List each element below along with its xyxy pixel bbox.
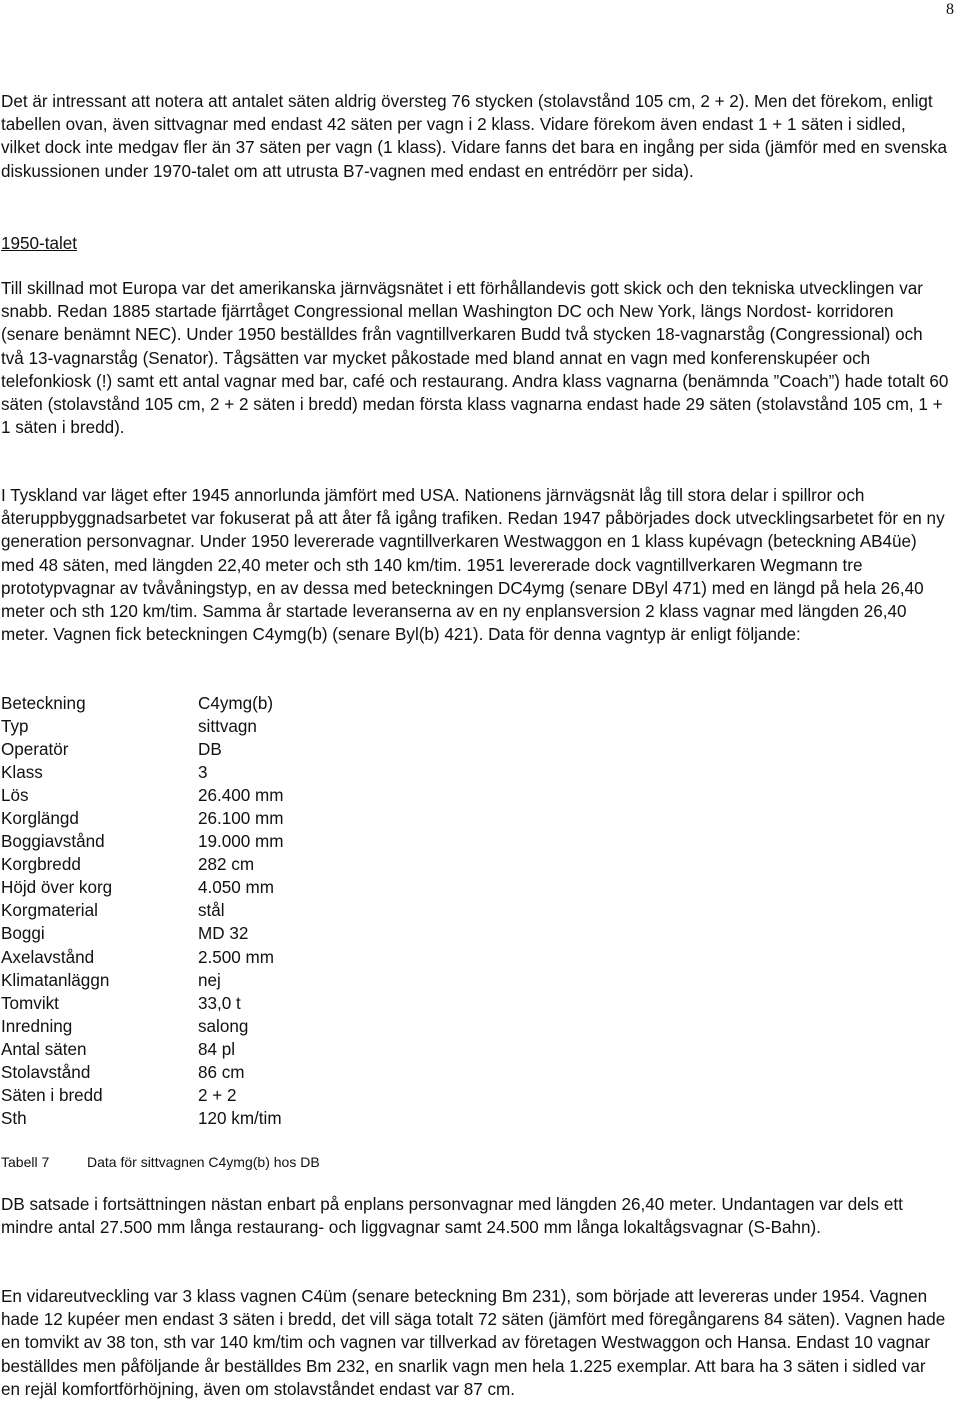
spec-row [1, 969, 284, 992]
spec-row [1, 807, 284, 830]
spec-row [1, 715, 284, 738]
spec-value: 3 [198, 763, 208, 783]
spec-value: 120 km/tim [198, 1108, 282, 1128]
spec-value: sittvagn [198, 717, 257, 737]
spec-row [1, 992, 284, 1015]
spec-value: 4.050 mm [198, 878, 275, 898]
spec-label: Inredning [1, 1016, 73, 1036]
spec-row [1, 784, 284, 807]
spec-value: salong [198, 1016, 249, 1036]
spec-label: Klimatanläggn [1, 970, 110, 990]
spec-value: nej [198, 970, 221, 990]
spec-value: C4ymg(b) [198, 694, 274, 713]
spec-label: Korgbredd [1, 855, 81, 875]
spec-label: Operatör [1, 740, 69, 760]
spec-value: 26.100 mm [198, 809, 284, 829]
spec-label: Beteckning [1, 694, 86, 713]
spec-value: DB [198, 740, 222, 760]
spec-row [1, 830, 284, 853]
spec-label: Boggi [1, 924, 45, 944]
spec-label: Axelavstånd [1, 947, 95, 967]
spec-label: Klass [1, 763, 43, 783]
spec-table [1, 692, 284, 1130]
caption-label: Tabell 7 [1, 1154, 50, 1170]
spec-row [1, 1061, 284, 1084]
spec-label: Boggiavstånd [1, 832, 105, 852]
spec-row [1, 899, 284, 922]
caption-text: Data för sittvagnen C4ymg(b) hos DB [87, 1154, 320, 1170]
spec-row [1, 1107, 284, 1130]
spec-label: Stolavstånd [1, 1062, 91, 1082]
page-number: 8 [946, 1, 954, 18]
spec-row [1, 1015, 284, 1038]
spec-value: MD 32 [198, 924, 249, 944]
spec-row [1, 922, 284, 945]
spec-row [1, 761, 284, 784]
spec-value: 282 cm [198, 855, 255, 875]
spec-value: stål [198, 901, 225, 921]
spec-row [1, 1038, 284, 1061]
spec-value: 26.400 mm [198, 786, 284, 806]
spec-row [1, 692, 284, 715]
spec-label: Korglängd [1, 809, 79, 829]
paragraph-germany-1950: I Tyskland var läget efter 1945 annorlunda jämfört med USA. Nationens järnvägsnät låg till stora delar i spillror och återuppbyggnadsarbetet var fokuserat på att åter få igång trafiken. Redan 1947 påbörjades dock utvecklingsarbetet för en ny generation personvagnar. Under 1950 levererade vagntillverkaren Westwaggon en 1 klass kupévagn (beteckning AB4üe) med 48 säten, med längden 22,40 meter och sth 140 km/tim. 1951 levererade dock vagntillverkaren Wegmann tre prototypvagnar av tvåvåningstyp, en av dessa med beteckningen DC4ymg (senare DByl 471) med en längd på hela 26,40 meter och sth 120 km/tim. Samma år startade leveranserna av en ny enplansversion 2 klass vagnar med längden 26,40 meter. Vagnen fick beteckningen C4ymg(b) (senare Byl(b) 421). Data för denna vagntyp är enligt följande: [1, 486, 945, 645]
spec-value: 2.500 mm [198, 947, 275, 967]
paragraph-seating-intro: Det är intressant att notera att antalet säten aldrig översteg 76 stycken (stolavstånd 105 cm, 2 + 2). Men det förekom, enligt tabellen ovan, även sittvagnar med endast 42 säten per vagn i 2 klass. Vidare förekom även endast 1 + 1 säten i sidled, vilket dock inte medgav fler än 37 säten per vagn (1 klass). Vidare fanns det bara en ingång per sida (jämför med en svenska diskussionen under 1970-talet om att utrusta B7-vagnen med endast en entrédörr per sida). [1, 92, 948, 181]
spec-label: Antal säten [1, 1039, 87, 1059]
spec-label: Lös [1, 786, 29, 806]
spec-value: 86 cm [198, 1062, 245, 1082]
spec-value: 19.000 mm [198, 832, 284, 852]
spec-label: Säten i bredd [1, 1085, 103, 1105]
spec-label: Korgmaterial [1, 901, 98, 921]
spec-label: Typ [1, 717, 29, 737]
paragraph-c4um: En vidareutveckling var 3 klass vagnen C4üm (senare beteckning Bm 231), som började att levereras under 1954. Vagnen hade 12 kupéer men endast 3 säten i bredd, det vill säga totalt 72 säten (jämfört med föregångarens 84 säten). Vagnen hade en tomvikt av 38 ton, sth var 140 km/tim och vagnen var tillverkad av företagen Westwaggon och Hansa. Endast 10 vagnar beställdes men påföljande år beställdes Bm 232, en snarlik vagn men hela 1.225 exemplar. Att bara ha 3 säten i sidled var en rejäl komfortförhöjning, även om stolavståndet endast var 87 cm. [1, 1287, 946, 1399]
spec-row [1, 1084, 284, 1107]
spec-row [1, 876, 284, 899]
section-heading-1950: 1950-talet [1, 234, 78, 253]
spec-value: 33,0 t [198, 993, 241, 1013]
spec-row [1, 946, 284, 969]
spec-label: Sth [1, 1108, 27, 1128]
paragraph-usa-1950: Till skillnad mot Europa var det amerikanska järnvägsnätet i ett förhållandevis gott skick och den tekniska utvecklingen var snabb. Redan 1885 startade fjärrtåget Congressional mellan Washington DC och New York, längs Nordost- korridoren (senare benämnt NEC). Under 1950 beställdes från vagntillverkaren Budd två stycken 18-vagnarståg (Congressional) och två 13-vagnarståg (Senator). Tågsätten var mycket påkostade med bland annat en vagn med konferenskupéer och telefonkiosk (!) samt ett antal vagnar med bar, café och restaurang. Andra klass vagnarna (benämnda ”Coach”) hade totalt 60 säten (stolavstånd 105 cm, 2 + 2 säten i bredd) medan första klass vagnarna endast hade 29 säten (stolavstånd 105 cm, 1 + 1 säten i bredd). [1, 279, 949, 438]
spec-row [1, 738, 284, 761]
spec-value: 84 pl [198, 1039, 236, 1059]
paragraph-db-continuation: DB satsade i fortsättningen nästan enbart på enplans personvagnar med längden 26,40 meter. Undantagen var dels ett mindre antal 27.500 mm långa restaurang- och liggvagnar samt 24.500 mm långa lokaltågsvagnar (S-Bahn). [1, 1195, 903, 1238]
spec-row [1, 853, 284, 876]
spec-label: Tomvikt [1, 993, 59, 1013]
spec-label: Höjd över korg [1, 878, 113, 898]
spec-value: 2 + 2 [198, 1085, 237, 1105]
table-caption [1, 1153, 320, 1171]
